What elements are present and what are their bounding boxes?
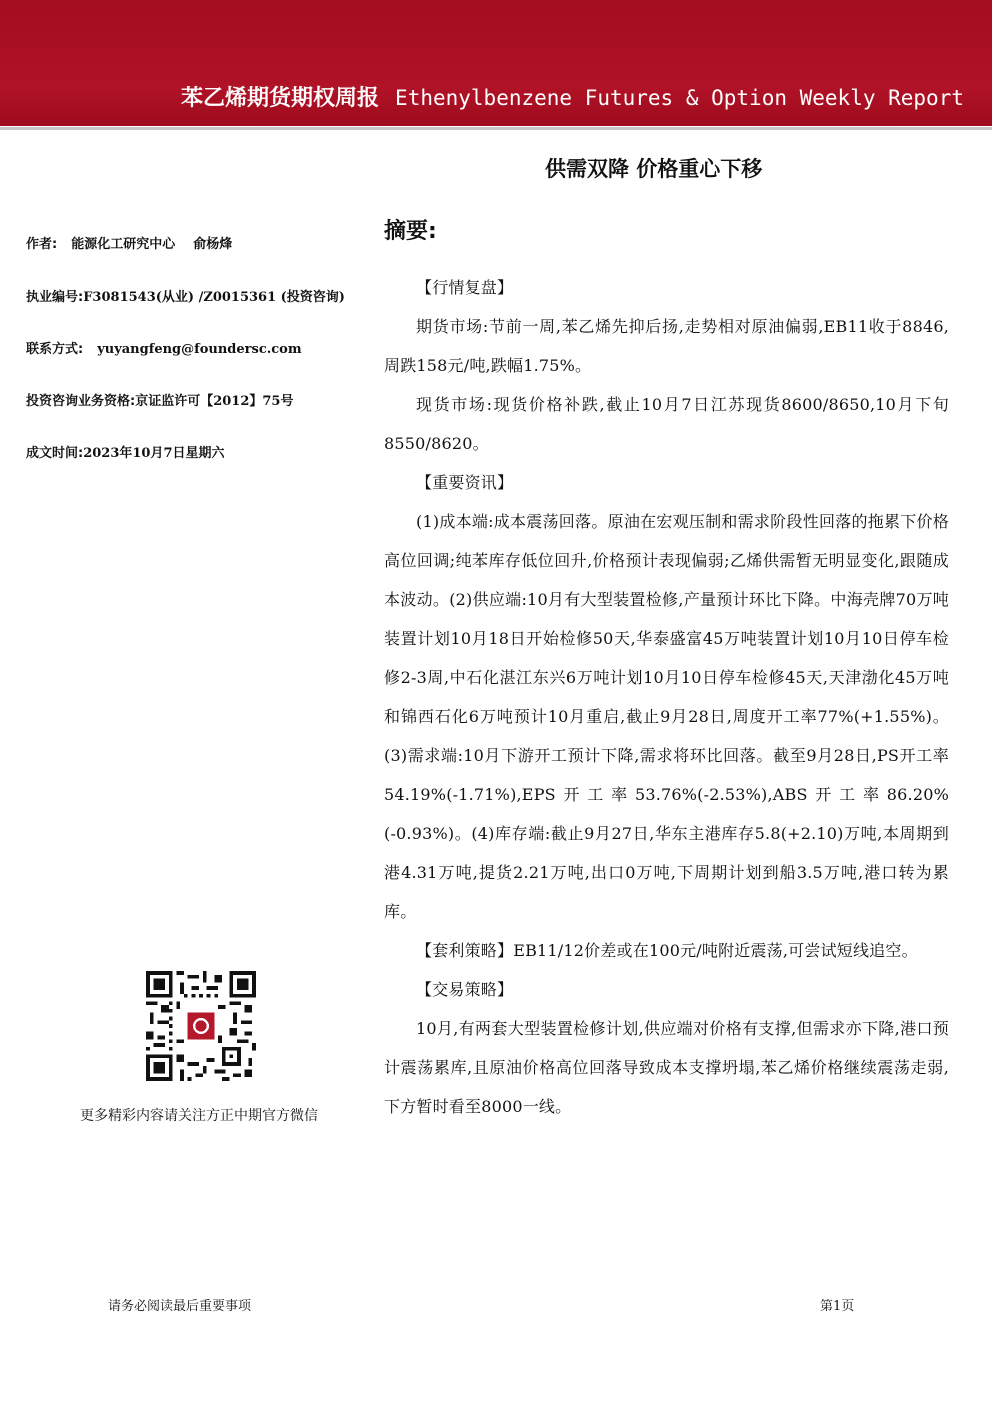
meta-contact bbox=[26, 338, 302, 357]
contact-label: 联系方式: bbox=[26, 342, 84, 357]
meta-qualification bbox=[26, 390, 293, 409]
license-label: 执业编号: bbox=[26, 290, 84, 305]
trade-paragraph: 10月,有两套大型装置检修计划,供应端对价格有支撑,但需求亦下降,港口预计震荡累库,且原油价格高位回落导致成本支撑坍塌,苯乙烯价格继续震荡走弱,下方暂时看至8000一线。 bbox=[384, 1019, 949, 1116]
page-number: 第1页 bbox=[820, 1299, 855, 1314]
author-name: 俞杨烽 bbox=[193, 237, 233, 252]
spot-paragraph: 现货市场:现货价格补跌,截止10月7日江苏现货8600/8650,10月下旬8550/8620。 bbox=[384, 395, 949, 453]
market-review-tag: 【行情复盘】 bbox=[416, 278, 514, 297]
trade-tag: 【交易策略】 bbox=[416, 980, 514, 999]
footer-disclaimer: 请务必阅读最后重要事项 bbox=[108, 1299, 252, 1314]
header-divider bbox=[0, 127, 992, 130]
author-label: 作者: bbox=[26, 237, 58, 252]
date-value: 2023年10月7日星期六 bbox=[83, 446, 225, 461]
meta-license bbox=[26, 286, 345, 305]
report-title bbox=[181, 84, 964, 113]
news-paragraph: (1)成本端:成本震荡回落。原油在宏观压制和需求阶段性回落的拖累下价格高位回调;纯苯库存低位回升,价格预计表现偏弱;乙烯供需暂无明显变化,跟随成本波动。(2)供应端:10月有大型装置检修,产量预计环比下降。中海壳牌70万吨装置计划10月18日开始检修50天,华泰盛富45万吨装置计划10月10日停车检修2-3周,中石化湛江东兴6万吨计划10月10日停车检修45天,天津渤化45万吨和锦西石化6万吨预计10月重启,截止9月28日,周度开工率77%(+1.55%)。(3)需求端:10月下游开工预计下降,需求将环比回落。截至9月28日,PS开工率54.19%(-1.71%),EPS开工率53.76%(-2.53%),ABS开工率86.20%(-0.93%)。(4)库存端:截止9月27日,华东主港库存5.8(+2.10)万吨,本周期到港4.31万吨,提货2.21万吨,出口0万吨,下周期计划到船3.5万吨,港口转为累库。 bbox=[384, 512, 949, 921]
contact-value[interactable]: yuyangfeng@foundersc.com bbox=[97, 342, 302, 357]
wechat-qr-code-icon bbox=[146, 971, 256, 1081]
qualification-value: 京证监许可【2012】75号 bbox=[135, 394, 294, 409]
news-tag: 【重要资讯】 bbox=[416, 473, 514, 492]
report-title-en: Ethenylbenzene Futures & Option Weekly Report bbox=[395, 86, 964, 110]
summary-body bbox=[384, 268, 949, 1126]
report-title-cn: 苯乙烯期货期权周报 bbox=[181, 86, 380, 111]
meta-date bbox=[26, 442, 225, 461]
date-label: 成文时间: bbox=[26, 446, 84, 461]
headline: 供需双降 价格重心下移 bbox=[545, 157, 763, 181]
qualification-label: 投资咨询业务资格: bbox=[26, 394, 136, 409]
author-value: 能源化工研究中心 bbox=[71, 237, 176, 252]
license-value: F3081543(从业) /Z0015361 (投资咨询) bbox=[83, 290, 345, 305]
qr-caption: 更多精彩内容请关注方正中期官方微信 bbox=[80, 1108, 318, 1124]
summary-title: 摘要: bbox=[384, 219, 437, 244]
meta-author bbox=[26, 233, 232, 252]
futures-paragraph: 期货市场:节前一周,苯乙烯先抑后扬,走势相对原油偏弱,EB11收于8846,周跌158元/吨,跌幅1.75%。 bbox=[384, 317, 949, 375]
arbitrage-paragraph: 【套利策略】EB11/12价差或在100元/吨附近震荡,可尝试短线追空。 bbox=[416, 941, 918, 960]
